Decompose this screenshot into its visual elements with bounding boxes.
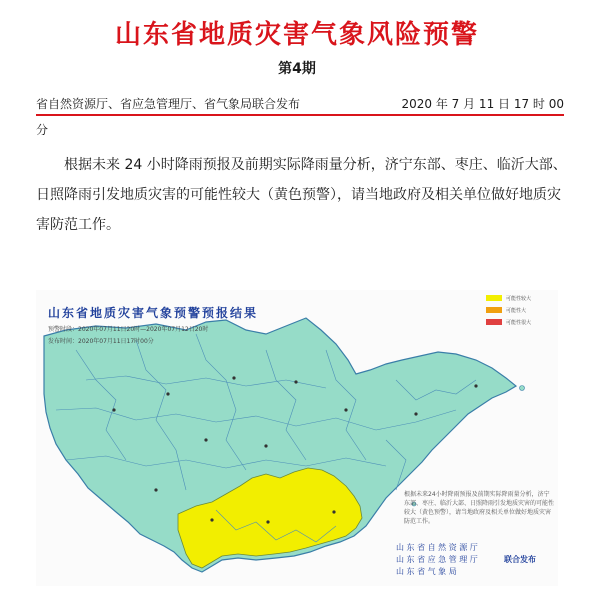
- legend-swatch: [486, 307, 502, 313]
- legend-swatch: [486, 319, 502, 325]
- warning-map: [36, 290, 558, 586]
- issuer-line: 山 东 省 应 急 管 理 厅: [396, 555, 478, 564]
- issuing-agencies: 省自然资源厅、省应急管理厅、省气象局联合发布: [36, 97, 301, 111]
- legend-label: 可能性较大: [506, 295, 532, 302]
- map-time-range: 预警时段：2020年07月11日20时—2020年07月12日20时: [48, 326, 209, 333]
- issuer-line: 山 东 省 自 然 资 源 厅: [396, 543, 478, 552]
- header-divider: [36, 114, 564, 116]
- joint-release-tag: 联合发布: [504, 555, 536, 564]
- warning-paragraph: 根据未来 24 小时降雨预报及前期实际降雨量分析，济宁东部、枣庄、临沂大部、日照降雨引发地质灾害的可能性较大（黄色预警），请当地政府及相关单位做好地质灾害防范工作。: [36, 157, 567, 233]
- map-publish-time: 发布时间：2020年07月11日17时00分: [48, 338, 154, 345]
- legend-item: [486, 292, 552, 304]
- map-canvas: [36, 290, 558, 586]
- map-legend: [486, 292, 552, 328]
- issue-datetime-tail: 分: [36, 123, 49, 137]
- map-note: 根据未来24小时降雨预报及前期实际降雨量分析，济宁东部、枣庄、临沂大部、日照降雨引发地质灾害的可能性较大（黄色预警），请当地政府及相关单位做好地质灾害防范工作。: [404, 491, 555, 525]
- legend-label: 可能性大: [506, 307, 527, 314]
- page-title: 山东省地质灾害气象风险预警: [114, 20, 479, 50]
- map-title: 山东省地质灾害气象预警预报结果: [48, 306, 259, 320]
- issuer-line: 山 东 省 气 象 局: [396, 567, 457, 576]
- legend-item: [486, 316, 552, 328]
- legend-swatch: [486, 295, 502, 301]
- issue-datetime: 2020 年 7 月 11 日 17 时 00: [401, 97, 564, 111]
- legend-label: 可能性很大: [506, 319, 532, 326]
- issue-number: 第4期: [278, 61, 316, 77]
- legend-item: [486, 304, 552, 316]
- island: [520, 386, 525, 391]
- map-issuers: [396, 542, 478, 578]
